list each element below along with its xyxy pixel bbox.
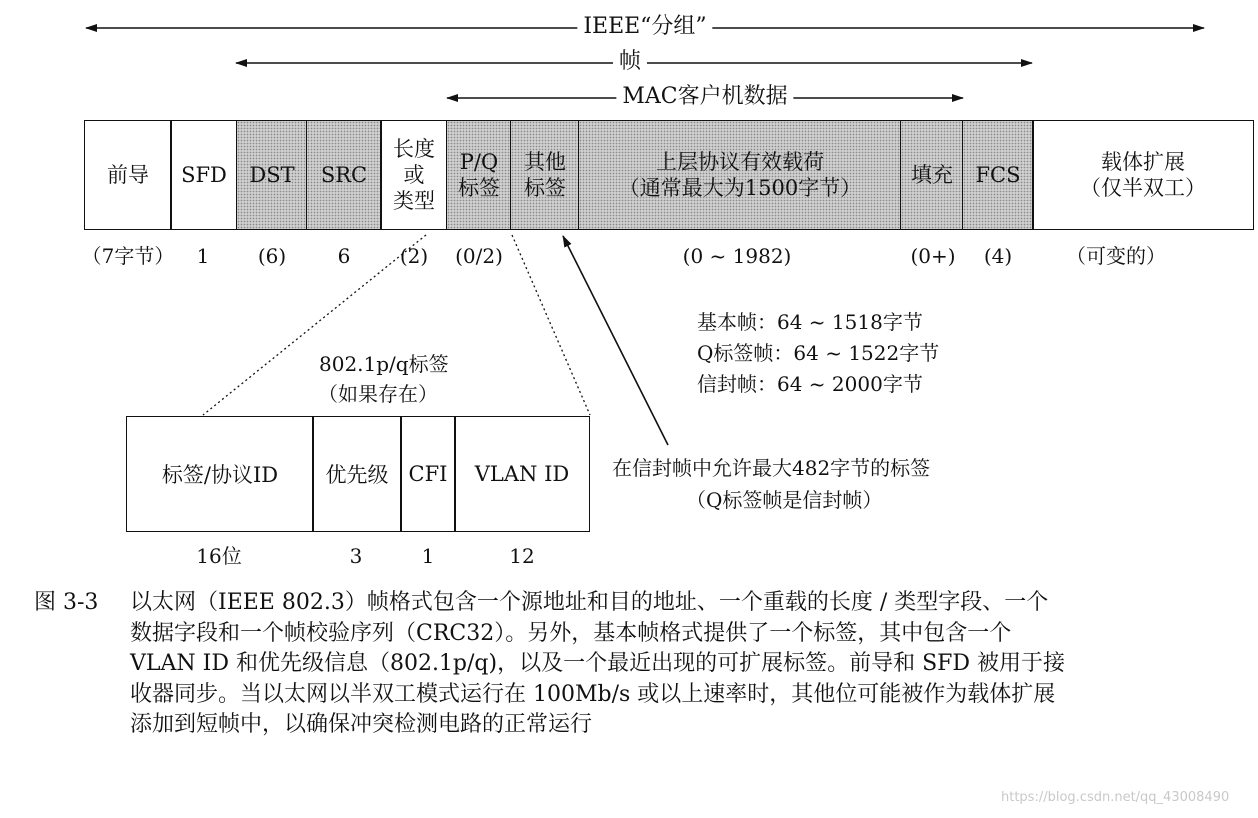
field-dst: DST (236, 120, 308, 230)
size-sfd: 1 (196, 244, 210, 268)
size-carrier-extension: （可变的） (1066, 244, 1166, 268)
field-pad: 填充 (900, 120, 964, 230)
tag-field-priority: 优先级 (312, 416, 402, 532)
size-dst: (6) (257, 244, 287, 268)
basic-frame-size: 基本帧：64 ~ 1518字节 (697, 310, 923, 334)
caption-text: 以太网（IEEE 802.3）帧格式包含一个源地址和目的地址、一个重载的长度 / 类型字段、一个 数据字段和一个帧校验序列（CRC32）。另外，基本帧格式提供了一个标签，其中包含一个 VLAN ID 和优先级信息（802.1p/q)，以及一个最近出现的可扩展标签。前导和 SFD 被用于接 收器同步。当以太网以半双工模式运行在 100Mb/s 或以上速率时，其他位可能被作为载体扩展 添加到短帧中，以确保冲突检测电路的正常运行 (130, 590, 1066, 737)
bits-vlan-id: 12 (509, 544, 535, 568)
bits-priority: 3 (349, 544, 363, 568)
tag-header-title: 802.1p/q标签 (319, 352, 449, 376)
field-fcs: FCS (962, 120, 1034, 230)
bits-cfi: 1 (421, 544, 435, 568)
size-fcs: (4) (983, 244, 1013, 268)
field-other-tags: 其他 标签 (510, 120, 580, 230)
envelope-note-arrow (563, 236, 668, 445)
field-sfd: SFD (170, 120, 238, 230)
tag-field-cfi: CFI (400, 416, 456, 532)
envelope-note-line1: 在信封帧中允许最大482字节的标签 (612, 456, 931, 480)
watermark: https://blog.csdn.net/qq_43008490 (1001, 790, 1230, 805)
caption-number: 图 3-3 (34, 590, 99, 615)
field-payload: 上层协议有效载荷 （通常最大为1500字节） (578, 120, 902, 230)
tag-field-vlan-id: VLAN ID (454, 416, 590, 532)
size-pad: (0+) (910, 244, 956, 268)
q-tagged-frame-size: Q标签帧：64 ~ 1522字节 (697, 341, 940, 365)
field-carrier-extension: 载体扩展 （仅半双工） (1032, 120, 1254, 230)
tag-header-subtitle: （如果存在） (318, 382, 438, 406)
frame-fields-row (84, 120, 1254, 232)
envelope-note-line2: （Q标签帧是信封帧） (686, 488, 883, 512)
mac-client-data-label: MAC客户机数据 (616, 86, 793, 108)
tag-field-protocol-id: 标签/协议ID (126, 416, 314, 532)
size-length-type: (2) (399, 244, 429, 268)
field-preamble: 前导 (84, 120, 172, 230)
size-payload: (0 ~ 1982) (682, 244, 792, 268)
size-pq-tag: (0/2) (455, 244, 503, 268)
tag-callout-right-line (512, 235, 590, 415)
field-src: SRC (306, 120, 382, 230)
size-preamble: （7字节） (81, 244, 175, 268)
frame-label: 帧 (613, 51, 647, 73)
field-pq-tag: P/Q 标签 (446, 120, 512, 230)
ieee-packet-label: IEEE“分组” (577, 16, 712, 38)
size-src: 6 (337, 244, 351, 268)
tag-header-fields-row (126, 416, 590, 532)
bits-protocol-id: 16位 (196, 544, 242, 568)
envelope-frame-size: 信封帧：64 ~ 2000字节 (697, 372, 923, 396)
field-length-type: 长度 或 类型 (380, 120, 448, 230)
